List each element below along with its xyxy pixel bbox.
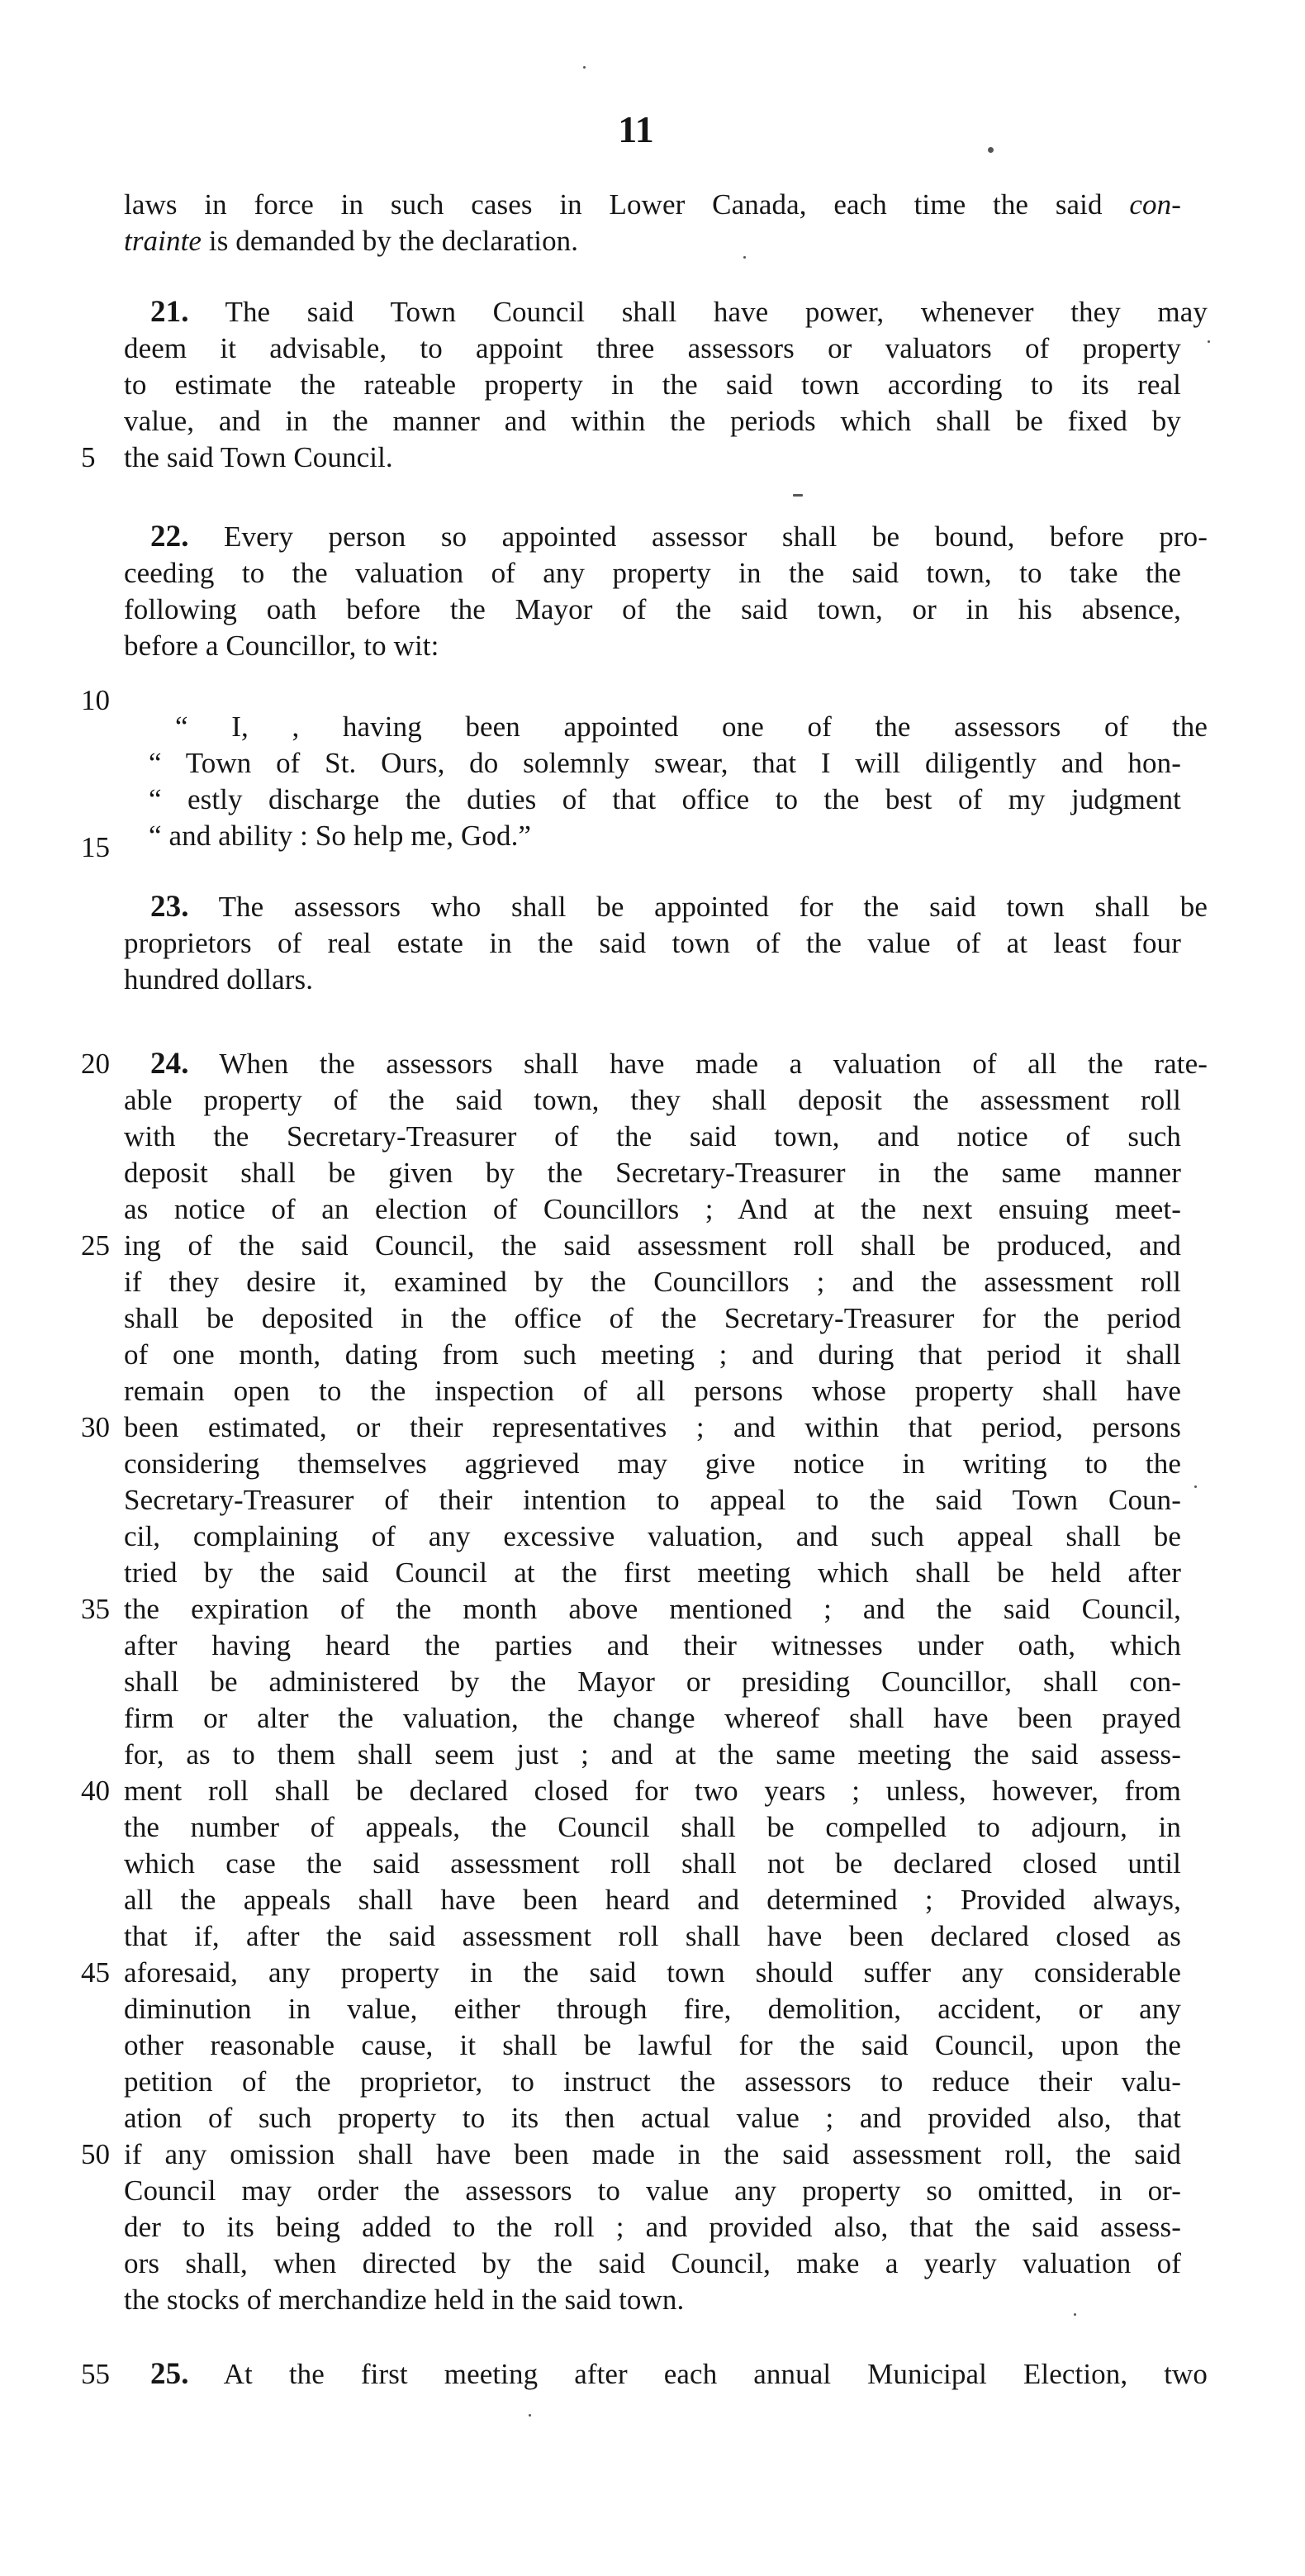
section-number: 23. [150,890,189,924]
text-line: able property of the said town, they shall deposit the assessment roll [124,1084,1181,1116]
line-number: 55 [81,2358,110,2390]
section-22-line: 22. Every person so appointed assessor shall be bound, before pro- [150,520,1208,554]
text-line: shall be deposited in the office of the Secretary-Treasurer for the period [124,1302,1181,1334]
scan-speck [1208,340,1210,343]
section-24-line: 24. When the assessors shall have made a valuation of all the rate- [150,1047,1208,1081]
line-number: 40 [81,1775,110,1807]
line-number: 20 [81,1048,110,1080]
text-line: been estimated, or their representatives ; and within that period, persons [124,1411,1181,1443]
section-21-line: 21. The said Town Council shall have power, whenever they may [150,295,1208,329]
text-line: diminution in value, either through fire, demolition, accident, or any [124,1993,1181,2025]
text-line: after having heard the parties and their witnesses under oath, which [124,1629,1181,1661]
text-line: all the appeals shall have been heard and determined ; Provided always, [124,1884,1181,1916]
text-line: as notice of an election of Councillors ; And at the next ensuing meet- [124,1193,1181,1225]
line-number: 50 [81,2138,110,2170]
line-number: 35 [81,1593,110,1625]
oath-line: “ and ability : So help me, God.” [149,820,532,852]
text-line: other reasonable cause, it shall be lawful for the said Council, upon the [124,2029,1181,2061]
text-line: tried by the said Council at the first meeting which shall be held after [124,1557,1181,1589]
text-line: for, as to them shall seem just ; and at the same meeting the said assess- [124,1738,1181,1770]
text-line: ors shall, when directed by the said Council, make a yearly valuation of [124,2247,1181,2279]
text-line: trainte is demanded by the declaration. [124,225,579,257]
scan-speck [529,2414,531,2417]
scan-speck [1074,2313,1076,2316]
scan-speck [743,256,746,259]
text-line: shall be administered by the Mayor or presiding Councillor, shall con- [124,1666,1181,1698]
text-line: petition of the proprietor, to instruct the assessors to reduce their valu- [124,2065,1181,2098]
section-23-line: 23. The assessors who shall be appointed for the said town shall be [150,890,1208,924]
section-number: 22. [150,520,189,554]
scan-speck [988,147,994,153]
line-number: 15 [81,831,110,863]
section-number: 21. [150,295,189,329]
oath-line: “ estly discharge the duties of that office to the best of my judgment [149,783,1181,815]
text-line: before a Councillor, to wit: [124,630,439,662]
text-line: cil, complaining of any excessive valuation, and such appeal shall be [124,1520,1181,1552]
text-line: ceeding to the valuation of any property in the said town, to take the [124,557,1181,589]
text-line: Council may order the assessors to value any property so omitted, in or- [124,2174,1181,2207]
line-number: 30 [81,1411,110,1443]
text-line: the stocks of merchandize held in the said town. [124,2284,685,2316]
text-line: value, and in the manner and within the periods which shall be fixed by [124,405,1181,437]
scan-speck [793,494,803,497]
text-line: with the Secretary-Treasurer of the said town, and notice of such [124,1120,1181,1153]
text-line: if any omission shall have been made in the said assessment roll, the said [124,2138,1181,2170]
line-number: 10 [81,684,110,716]
scan-speck [583,66,586,69]
text-line: of one month, dating from such meeting ; and during that period it shall [124,1338,1181,1371]
line-number: 25 [81,1229,110,1262]
text-line: ation of such property to its then actual value ; and provided also, that [124,2102,1181,2134]
text-line: deem it advisable, to appoint three assessors or valuators of property [124,332,1181,364]
text-line: proprietors of real estate in the said town of the value of at least four [124,927,1181,959]
page-number: 11 [618,108,654,150]
text-line: to estimate the rateable property in the said town according to its real [124,368,1181,401]
section-25-line: 25. At the first meeting after each annual Municipal Election, two [150,2357,1208,2391]
text-line: the expiration of the month above mentioned ; and the said Council, [124,1593,1181,1625]
text-line: hundred dollars. [124,963,314,996]
text-line: ing of the said Council, the said assessment roll shall be produced, and [124,1229,1181,1262]
section-number: 24. [150,1047,189,1081]
text-line: which case the said assessment roll shall not be declared closed until [124,1847,1181,1880]
scan-speck [1194,1485,1197,1488]
text-line: der to its being added to the roll ; and provided also, that the said assess- [124,2211,1181,2243]
oath-line: “ Town of St. Ours, do solemnly swear, that I will diligently and hon- [149,747,1181,779]
text-line: Secretary-Treasurer of their intention to appeal to the said Town Coun- [124,1484,1181,1516]
text-line: ment roll shall be declared closed for two years ; unless, however, from [124,1775,1181,1807]
text-line: if they desire it, examined by the Councillors ; and the assessment roll [124,1266,1181,1298]
text-line: the said Town Council. [124,441,393,473]
text-line: following oath before the Mayor of the said town, or in his absence, [124,593,1181,625]
text-line: firm or alter the valuation, the change whereof shall have been prayed [124,1702,1181,1734]
line-number: 5 [81,441,96,473]
text-line: laws in force in such cases in Lower Canada, each time the said con- [124,188,1181,221]
section-number: 25. [150,2357,189,2391]
text-line: considering themselves aggrieved may give notice in writing to the [124,1447,1181,1480]
text-line: the number of appeals, the Council shall be compelled to adjourn, in [124,1811,1181,1843]
text-line: aforesaid, any property in the said town should suffer any considerable [124,1956,1181,1989]
oath-line: “ I, , having been appointed one of the assessors of the [175,711,1208,743]
text-line: remain open to the inspection of all persons whose property shall have [124,1375,1181,1407]
line-number: 45 [81,1956,110,1989]
text-line: that if, after the said assessment roll shall have been declared closed as [124,1920,1181,1952]
text-line: deposit shall be given by the Secretary-Treasurer in the same manner [124,1157,1181,1189]
